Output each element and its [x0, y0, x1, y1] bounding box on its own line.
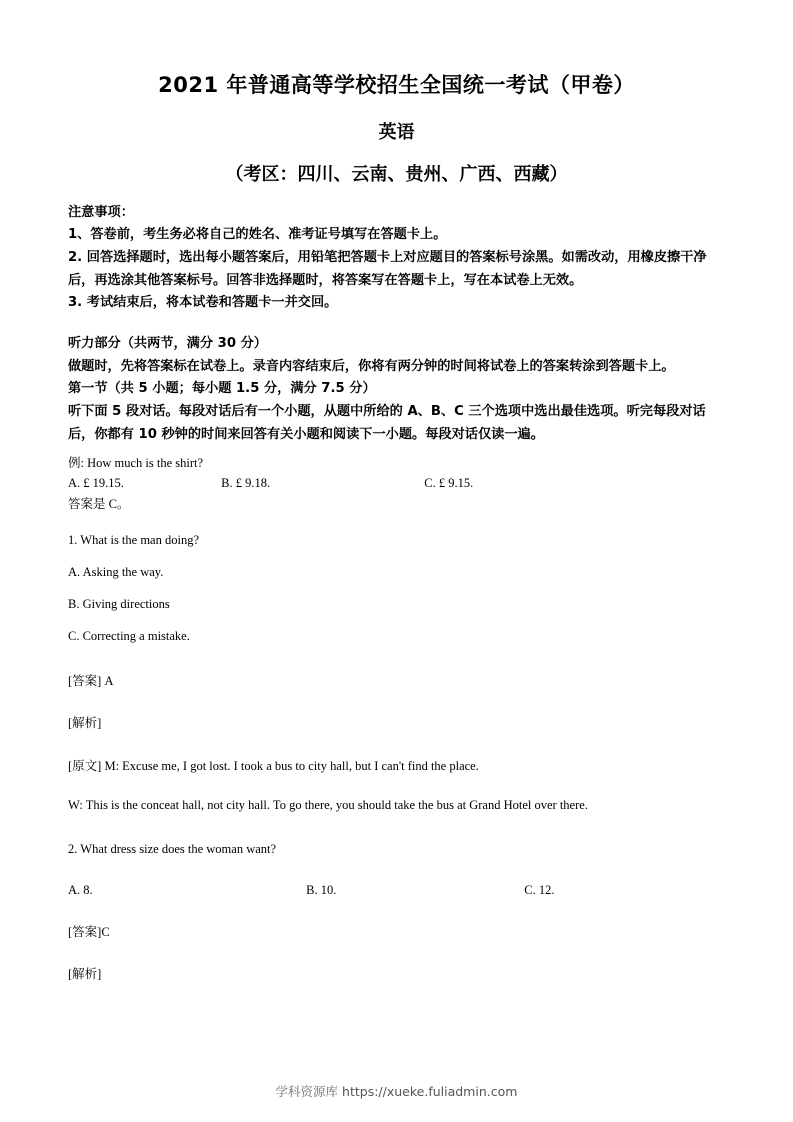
listening-section-note: 做题时，先将答案标在试卷上。录音内容结束后，你将有两分钟的时间将试卷上的答案转涂到答题卡上。 [68, 358, 675, 374]
question-1-analysis: [解析] [68, 716, 102, 731]
question-2-answer: [答案]C [68, 924, 110, 939]
question-1-transcript-line-2: W: This is the conceat hall, not city hall. To go there, you should take the bus at Grand Hotel over there. [68, 798, 588, 813]
example-answer: 答案是 C。 [68, 496, 130, 511]
notice-item-2: 2. 回答选择题时，选出每小题答案后，用铅笔把答题卡上对应题目的答案标号涂黑。如需改动，用橡皮擦干净后，再选涂其他答案标号。回答非选择题时，将答案写在答题卡上，写在本试卷上无效。 [68, 249, 707, 288]
footer-brand: 学科资源库 [275, 1084, 339, 1099]
region-title: （考区：四川、云南、贵州、广西、西藏） [225, 163, 568, 185]
question-2-option-a[interactable]: A. 8. [68, 883, 93, 898]
question-1-option-b[interactable]: B. Giving directions [68, 597, 170, 612]
notice-item-3: 3. 考试结束后，将本试卷和答题卡一并交回。 [68, 295, 338, 311]
example-options [68, 473, 725, 494]
divider-space [68, 315, 725, 333]
question-1-transcript-line-1: [原文] M: Excuse me, I got lost. I took a bus to city hall, but I can't find the place. [68, 758, 479, 773]
question-1-answer: [答案] A [68, 673, 114, 688]
spacer [68, 514, 725, 524]
footer-url[interactable]: https://xueke.fuliadmin.com [342, 1084, 518, 1099]
question-2-option-c[interactable]: C. 12. [524, 883, 555, 898]
subject-title: 英语 [378, 121, 415, 143]
page-title: 2021 年普通高等学校招生全国统一考试（甲卷） [158, 73, 635, 97]
example-option-b: B. £ 9.18. [221, 475, 271, 490]
footer-watermark [0, 1082, 793, 1100]
question-2-option-b[interactable]: B. 10. [306, 883, 337, 898]
question-2-stem: 2. What dress size does the woman want? [68, 841, 277, 856]
example-option-c: C. £ 9.15. [424, 475, 474, 490]
example-option-a: A. £ 19.15. [68, 475, 124, 490]
listening-section-title: 听力部分（共两节，满分 30 分） [68, 336, 267, 352]
part-one-instruction: 听下面 5 段对话。每段对话后有一个小题，从题中所给的 A、B、C 三个选项中选出最佳选项。听完每段对话后，你都有 10 秒钟的时间来回答有关小题和阅读下一小题。每段对话仅读一遍。 [68, 404, 706, 442]
question-2-options [68, 878, 725, 903]
question-1-option-a[interactable]: A. Asking the way. [68, 565, 164, 580]
part-one-title: 第一节（共 5 小题；每小题 1.5 分，满分 7.5 分） [68, 381, 376, 397]
question-1-stem: 1. What is the man doing? [68, 533, 199, 548]
notice-heading: 注意事项： [68, 204, 134, 220]
example-stem: 例: How much is the shirt? [68, 455, 204, 470]
question-1-option-c[interactable]: C. Correcting a mistake. [68, 629, 190, 644]
notice-item-1: 1、答卷前，考生务必将自己的姓名、准考证号填写在答题卡上。 [68, 227, 447, 243]
question-2-analysis: [解析] [68, 967, 102, 982]
